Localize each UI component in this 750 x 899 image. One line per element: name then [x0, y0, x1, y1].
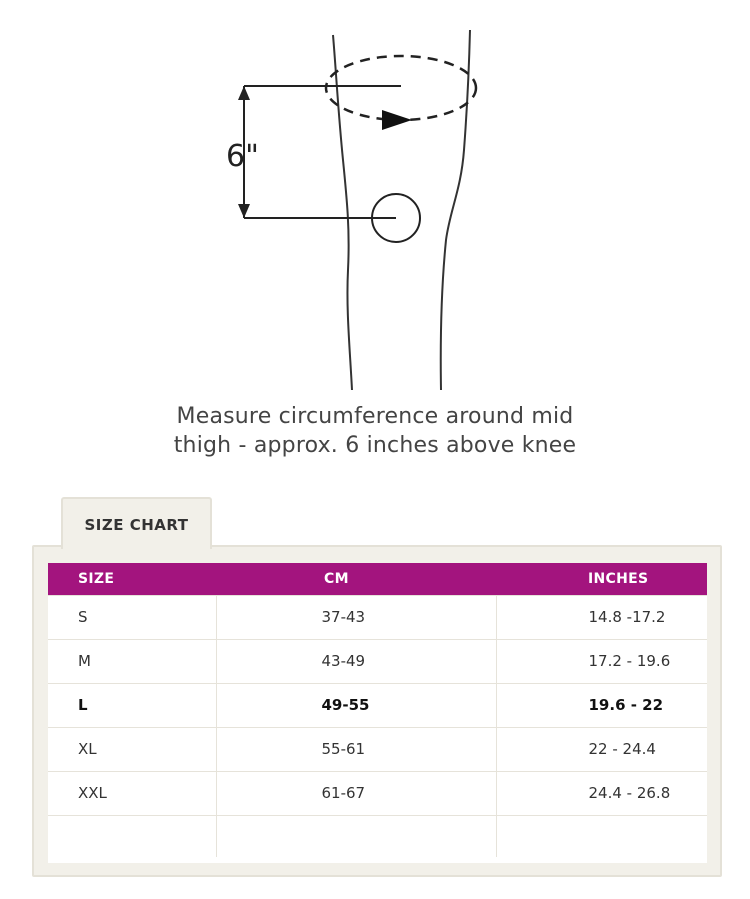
size-chart-tab[interactable] — [61, 497, 212, 549]
thigh-circumference-ellipse — [326, 56, 476, 120]
cell-empty — [48, 815, 216, 857]
table-row — [48, 595, 707, 639]
leg-outline-right — [441, 30, 470, 390]
header-cm: CM — [216, 563, 496, 595]
cell-inches: 14.8 -17.2 — [496, 595, 707, 639]
size-chart-panel — [32, 545, 722, 877]
measurement-label: 6" — [226, 139, 259, 174]
size-chart-table-wrap — [48, 563, 707, 863]
cell-size: M — [48, 639, 216, 683]
measurement-caption — [0, 402, 750, 460]
header-size: SIZE — [48, 563, 216, 595]
cell-size: S — [48, 595, 216, 639]
caption-line-2: thigh - approx. 6 inches above knee — [173, 433, 577, 458]
cell-cm: 49-55 — [216, 683, 496, 727]
table-header-row — [48, 563, 707, 595]
size-chart-table — [48, 563, 707, 857]
caption-line-1: Measure circumference around mid — [176, 404, 574, 429]
arrow-head-icon — [382, 110, 412, 130]
header-inches: INCHES — [496, 563, 707, 595]
cell-cm: 37-43 — [216, 595, 496, 639]
table-row — [48, 771, 707, 815]
cell-size: XL — [48, 727, 216, 771]
leg-measurement-diagram — [0, 0, 750, 400]
cell-inches: 17.2 - 19.6 — [496, 639, 707, 683]
table-row-empty — [48, 815, 707, 857]
table-row — [48, 639, 707, 683]
cell-empty — [216, 815, 496, 857]
measurement-arrow-up-icon — [238, 86, 250, 100]
table-row — [48, 727, 707, 771]
cell-cm: 55-61 — [216, 727, 496, 771]
cell-inches: 24.4 - 26.8 — [496, 771, 707, 815]
cell-inches: 22 - 24.4 — [496, 727, 707, 771]
cell-size: XXL — [48, 771, 216, 815]
cell-cm: 43-49 — [216, 639, 496, 683]
leg-outline-left — [333, 35, 352, 390]
cell-inches: 19.6 - 22 — [496, 683, 707, 727]
cell-size: L — [48, 683, 216, 727]
size-chart-tab-label: SIZE CHART — [84, 516, 189, 534]
table-row-highlighted — [48, 683, 707, 727]
cell-cm: 61-67 — [216, 771, 496, 815]
cell-empty — [496, 815, 707, 857]
measurement-arrow-down-icon — [238, 204, 250, 218]
